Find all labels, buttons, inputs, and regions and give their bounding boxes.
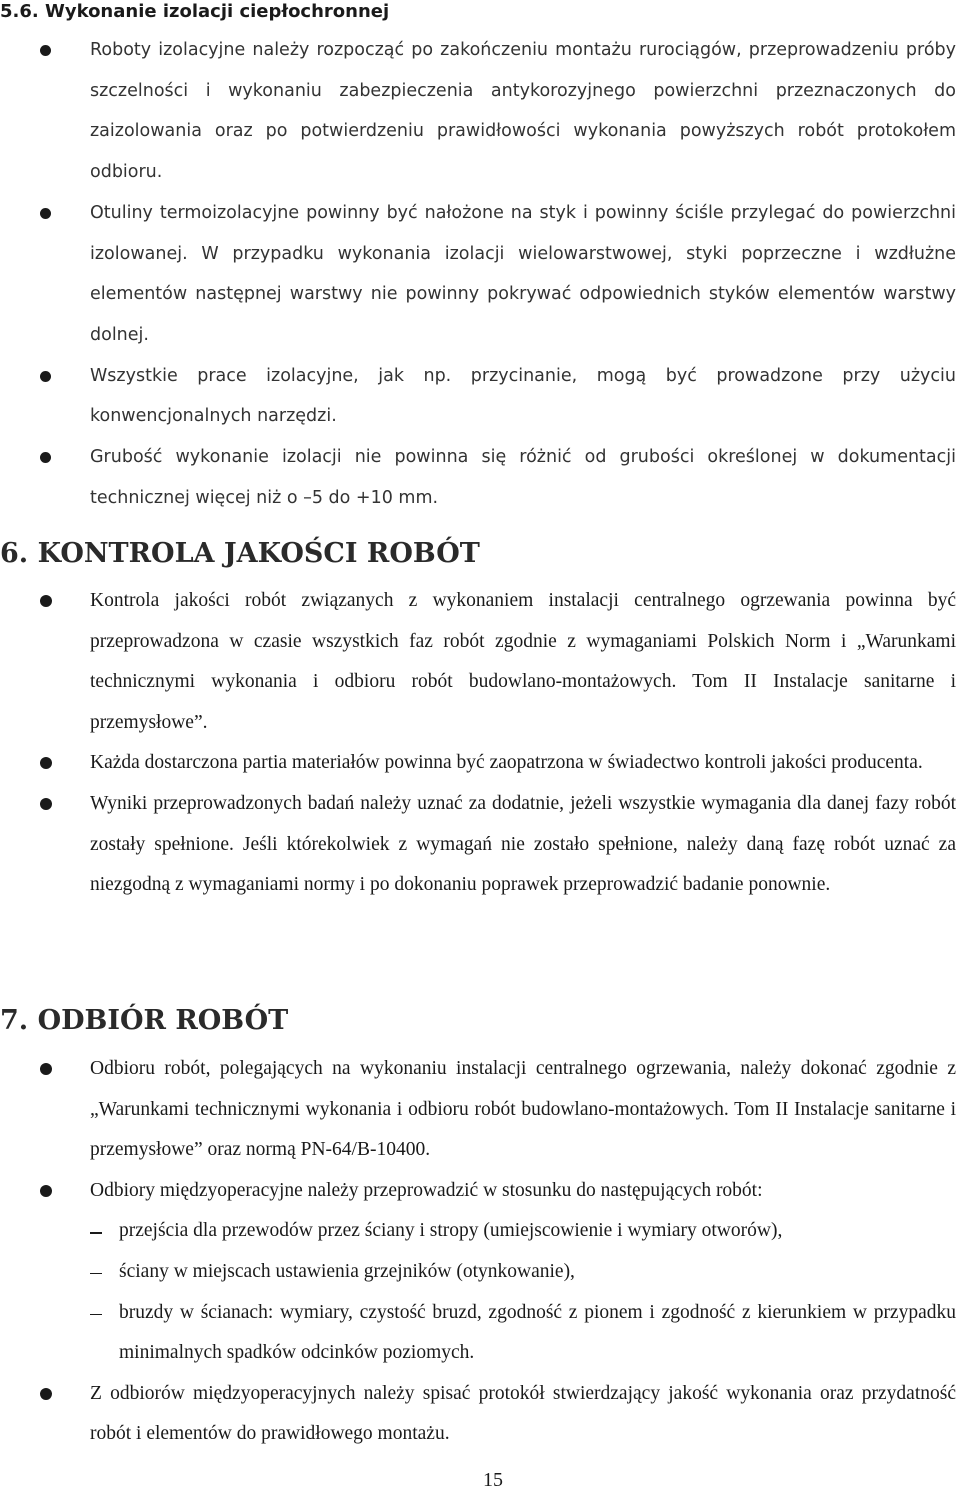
bullet-icon xyxy=(40,208,51,219)
list-item xyxy=(0,193,960,356)
list-item xyxy=(0,437,960,518)
list-item-text: Grubość wykonanie izolacji nie powinna się różnić od grubości określonej w dokumentacji technicznej więcej niż o –5 do +10 mm. xyxy=(90,447,956,508)
list-item-text: Wyniki przeprowadzonych badań należy uznać za dodatnie, jeżeli wszystkie wymagania dla danej fazy robót zostały spełnione. Jeśli którekolwiek z wymagań nie zostało spełnione, należy daną fazę robót uznać za niezgodną z wymaganiami normy i po dokonaniu poprawek przeprowadzić badanie ponownie. xyxy=(90,792,956,896)
bullet-icon xyxy=(40,757,52,769)
list-item xyxy=(0,1374,960,1455)
bullet-icon xyxy=(40,1388,52,1400)
sub-list-item xyxy=(0,1293,960,1374)
list-item-text: Odbioru robót, polegających na wykonaniu instalacji centralnego ogrzewania, należy dokonać zgodnie z „Warunkami technicznymi wykonania i odbioru robót budowlano-montażowych. Tom II Instalacje sanitarne i przemysłowe” oraz normą PN-64/B-10400. xyxy=(90,1058,956,1161)
bullet-icon xyxy=(40,45,51,56)
list-item xyxy=(0,1049,960,1171)
dash-icon xyxy=(90,1273,102,1275)
list-item-text: Każda dostarczona partia materiałów powinna być zaopatrzona w świadectwo kontroli jakości producenta. xyxy=(90,752,923,774)
list-item-text: Kontrola jakości robót związanych z wykonaniem instalacji centralnego ogrzewania powinna być przeprowadzona w czasie wszystkich faz robót zgodnie z wymaganiami Polskich Norm i „Warunkami technicznymi wykonania i odbioru robót budowlano-montażowych. Tom II Instalacje sanitarne i przemysłowe”. xyxy=(90,590,956,733)
bullet-icon xyxy=(40,595,52,607)
page-number: 15 xyxy=(483,1469,503,1491)
section-5-6-list xyxy=(0,30,960,518)
sub-list-item xyxy=(0,1252,960,1293)
sub-list-item-text: bruzdy w ścianach: wymiary, czystość bruzd, zgodność z pionem i zgodność z kierunkiem w przypadku minimalnych spadków odcinków poziomych. xyxy=(119,1301,956,1364)
list-item-text: Otuliny termoizolacyjne powinny być nałożone na styk i powinny ściśle przylegać do powierzchni izolowanej. W przypadku wykonania izolacji wielowarstwowej, styki poprzeczne i wzdłużne elementów następnej warstwy nie powinny pokrywać odpowiednich styków elementów warstwy dolnej. xyxy=(90,202,956,345)
list-item-text: Odbiory międzyoperacyjne należy przeprowadzić w stosunku do następujących robót: xyxy=(90,1179,763,1201)
bullet-icon xyxy=(40,1063,52,1075)
list-item xyxy=(0,743,960,784)
list-item xyxy=(0,784,960,906)
sub-list-item xyxy=(0,1211,960,1252)
list-item-text: Z odbiorów międzyoperacyjnych należy spisać protokół stwierdzający jakość wykonania oraz przydatność robót i elementów do prawidłowego montażu. xyxy=(90,1382,956,1445)
list-item xyxy=(0,1171,960,1212)
bullet-icon xyxy=(40,798,52,810)
sub-list-item-text: ściany w miejscach ustawienia grzejników (otynkowanie), xyxy=(119,1260,575,1282)
dash-icon xyxy=(90,1314,102,1316)
bullet-icon xyxy=(40,1185,52,1197)
dash-icon xyxy=(90,1232,102,1234)
section-6-heading: 6. KONTROLA JAKOŚCI ROBÓT xyxy=(0,538,480,569)
section-7-heading: 7. ODBIÓR ROBÓT xyxy=(0,1005,289,1036)
list-item xyxy=(0,356,960,437)
section-6-list xyxy=(0,581,960,906)
section-5-6-heading: 5.6. Wykonanie izolacji ciepłochronnej xyxy=(0,1,390,22)
list-item-text: Wszystkie prace izolacyjne, jak np. przycinanie, mogą być prowadzone przy użyciu konwencjonalnych narzędzi. xyxy=(90,365,956,427)
list-item xyxy=(0,581,960,743)
bullet-icon xyxy=(40,371,51,382)
list-item xyxy=(0,30,960,193)
list-item-text: Roboty izolacyjne należy rozpocząć po zakończeniu montażu rurociągów, przeprowadzeniu próby szczelności i wykonaniu zabezpieczenia antykorozyjnego powierzchni przeznaczonych do zaizolowania oraz po potwierdzeniu prawidłowości wykonania powyższych robót protokołem odbioru. xyxy=(90,40,956,183)
section-7-list xyxy=(0,1049,960,1455)
sub-list-item-text: przejścia dla przewodów przez ściany i stropy (umiejscowienie i wymiary otworów), xyxy=(119,1220,783,1242)
bullet-icon xyxy=(40,452,51,463)
